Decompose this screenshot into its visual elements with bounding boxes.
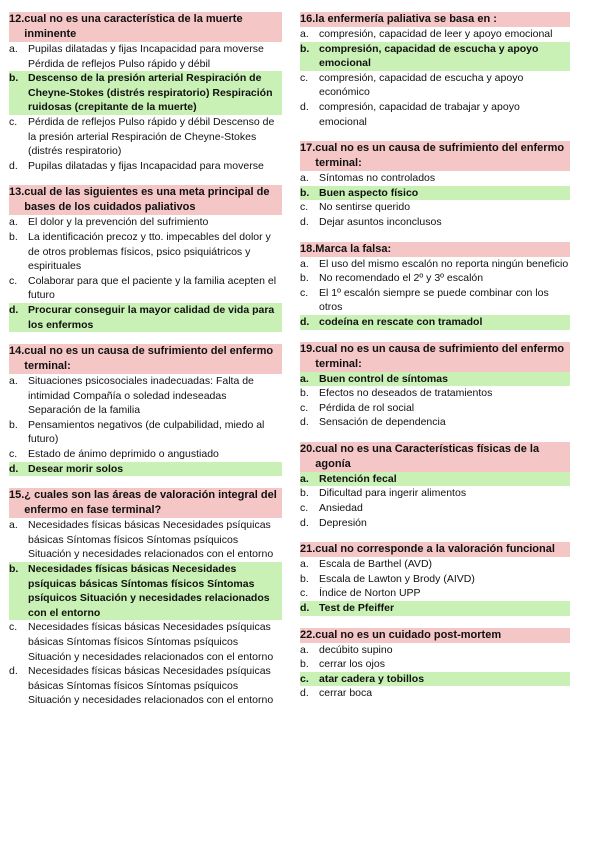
option-d — [300, 415, 570, 430]
option-letter: b. — [300, 572, 309, 585]
option-text: Síntomas no controlados — [319, 172, 436, 185]
question-19 — [300, 342, 570, 430]
option-letter: b. — [300, 42, 319, 71]
option-text: Pupilas dilatadas y fijas Incapacidad para moverse — [28, 159, 264, 172]
option-letter: b. — [300, 487, 309, 500]
question-18 — [300, 242, 570, 330]
question-text: cual no corresponde a la valoración funcional — [315, 542, 570, 557]
option-text: Necesidades físicas básicas Necesidades psíquicas básicas Síntomas físicos Síntomas psíquicos Situación y necesidades relacionados con el entorno — [28, 665, 274, 707]
option-letter: a. — [9, 216, 18, 229]
option-text: Dificultad para ingerir alimentos — [319, 487, 467, 500]
option-d — [300, 100, 570, 129]
option-c — [9, 115, 282, 159]
question-number: 20. — [300, 442, 315, 472]
option-text: Pensamientos negativos (de culpabilidad, miedo al futuro) — [28, 418, 265, 446]
option-text: Descenso de la presión arterial Respiración de Cheyne-Stokes (distrés respiratorio) Respiración ruidosas (crepitante de la muerte) — [28, 71, 282, 115]
option-d — [300, 516, 570, 531]
option-text: compresión, capacidad de escucha y apoyo emocional — [319, 42, 570, 71]
question-17 — [300, 141, 570, 229]
question-number: 15. — [9, 488, 24, 518]
question-text: cual no es un causa de sufrimiento del enfermo terminal: — [24, 344, 282, 374]
option-letter: a. — [300, 28, 309, 40]
option-letter: d. — [9, 159, 18, 172]
question-number: 22. — [300, 628, 316, 641]
option-b-correct — [9, 71, 282, 115]
question-number: 12. — [9, 12, 24, 42]
question-header — [300, 12, 570, 27]
option-letter: d. — [300, 100, 309, 113]
option-letter: b. — [9, 562, 28, 620]
option-text: El 1º escalón siempre se puede combinar con los otros — [319, 286, 549, 314]
question-header — [300, 141, 570, 171]
option-text: Situaciones psicosociales inadecuadas: Falta de intimidad Compañía o soledad indeseadas Separación de la familia — [28, 375, 254, 417]
option-text: Estado de ánimo deprimido o angustiado — [28, 448, 219, 461]
question-number: 13. — [9, 185, 24, 215]
option-text: Necesidades físicas básicas Necesidades psíquicas básicas Síntomas físicos Síntomas psíquicos Situación y necesidades relacionados con el entorno — [28, 562, 282, 620]
option-letter: c. — [9, 274, 18, 287]
question-text: cual de las siguientes es una meta principal de bases de los cuidados paliativos — [24, 185, 282, 215]
question-number: 14. — [9, 344, 24, 374]
option-letter: a. — [300, 172, 309, 185]
option-a — [9, 518, 282, 562]
option-c — [300, 501, 570, 516]
option-letter: d. — [300, 601, 319, 616]
option-d-correct — [300, 601, 570, 616]
question-header — [300, 242, 570, 257]
option-d-correct — [9, 303, 282, 332]
option-c — [300, 586, 570, 601]
option-c-correct — [300, 672, 570, 687]
option-b — [300, 386, 570, 401]
question-15 — [9, 488, 282, 708]
option-letter: c. — [9, 115, 18, 128]
option-letter: c. — [300, 401, 309, 414]
option-letter: b. — [9, 71, 28, 115]
option-d-correct — [300, 315, 570, 330]
option-text: No recomendado el 2º y 3º escalón — [319, 272, 484, 285]
option-letter: d. — [300, 215, 309, 228]
option-a-correct — [300, 472, 570, 487]
option-a-correct — [300, 372, 570, 387]
question-header — [300, 542, 570, 557]
option-text: Test de Pfeiffer — [319, 601, 570, 616]
option-letter: a. — [9, 519, 18, 532]
option-text: Pupilas dilatadas y fijas Incapacidad para moverse Pérdida de reflejos Pulso rápido y débil — [28, 43, 264, 70]
question-text: cual no es un cuidado post-mortem — [315, 628, 570, 643]
option-letter: d. — [9, 303, 28, 332]
option-letter: a. — [9, 375, 18, 388]
left-column — [9, 12, 282, 720]
option-c — [9, 447, 282, 462]
option-letter: b. — [300, 387, 309, 400]
option-letter: d. — [300, 516, 309, 529]
question-header — [300, 628, 570, 643]
option-letter: c. — [300, 502, 309, 515]
option-text: Necesidades físicas básicas Necesidades psíquicas básicas Síntomas físicos Síntomas psíquicos Situación y necesidades relacionados con el entorno — [28, 621, 274, 663]
option-letter: c. — [9, 448, 18, 461]
question-header — [9, 344, 282, 374]
option-c — [300, 71, 570, 100]
option-text: codeína en rescate con tramadol — [319, 315, 570, 330]
option-letter: a. — [300, 472, 319, 487]
question-13 — [9, 185, 282, 332]
option-text: Sensación de dependencia — [319, 416, 446, 429]
option-d — [9, 664, 282, 708]
option-letter: b. — [300, 272, 309, 285]
option-a — [9, 215, 282, 230]
option-letter: b. — [300, 186, 319, 201]
option-letter: c. — [300, 587, 309, 600]
option-letter: d. — [300, 687, 309, 700]
question-text: cual no es una característica de la muerte inminente — [24, 12, 282, 42]
option-a — [300, 643, 570, 658]
option-letter: c. — [300, 71, 309, 84]
question-number: 21. — [300, 543, 316, 556]
option-b — [300, 657, 570, 672]
question-text: ¿ cuales son las áreas de valoración integral del enfermo en fase terminal? — [24, 488, 282, 518]
question-header — [300, 442, 570, 472]
question-text: cual no es una Características físicas de la agonía — [315, 442, 570, 472]
question-14 — [9, 344, 282, 476]
question-number: 16. — [300, 13, 316, 25]
option-a — [300, 557, 570, 572]
option-text: No sentirse querido — [319, 201, 411, 214]
option-c — [9, 274, 282, 303]
question-16 — [300, 12, 570, 129]
option-text: Ansiedad — [319, 502, 363, 515]
option-text: Escala de Lawton y Brody (AIVD) — [319, 572, 475, 585]
option-a — [9, 42, 282, 71]
option-text: Necesidades físicas básicas Necesidades psíquicas básicas Síntomas físicos Síntomas psíquicos Situación y necesidades relacionados con el entorno — [28, 519, 274, 561]
option-b-correct — [300, 42, 570, 71]
option-text: Efectos no deseados de tratamientos — [319, 387, 493, 400]
option-text: compresión, capacidad de leer y apoyo emocional — [319, 28, 553, 40]
option-text: compresión, capacidad de trabajar y apoyo emocional — [319, 100, 520, 128]
option-d — [300, 686, 570, 701]
option-text: Retención fecal — [319, 472, 570, 487]
option-text: Pérdida de rol social — [319, 401, 415, 414]
option-text: Escala de Barthel (AVD) — [319, 558, 433, 571]
right-column — [300, 12, 570, 713]
option-text: Depresión — [319, 516, 367, 529]
option-text: Dejar asuntos inconclusos — [319, 215, 442, 228]
option-letter: d. — [9, 665, 18, 678]
option-text: Buen control de síntomas — [319, 372, 570, 387]
option-text: El uso del mismo escalón no reporta ningún beneficio — [319, 257, 569, 270]
question-20 — [300, 442, 570, 530]
option-text: Índice de Norton UPP — [319, 587, 421, 600]
option-c — [300, 286, 570, 315]
question-text: cual no es un causa de sufrimiento del enfermo terminal: — [315, 342, 570, 372]
option-letter: a. — [300, 257, 309, 270]
question-21 — [300, 542, 570, 615]
option-text: Desear morir solos — [28, 462, 282, 477]
option-letter: b. — [9, 230, 18, 243]
option-letter: d. — [9, 462, 28, 477]
option-letter: c. — [300, 201, 309, 214]
option-d — [300, 215, 570, 230]
option-letter: d. — [300, 416, 309, 429]
option-text: decúbito supino — [319, 643, 393, 656]
option-a — [300, 27, 570, 42]
option-letter: c. — [300, 286, 309, 299]
question-22 — [300, 628, 570, 701]
option-b — [9, 418, 282, 447]
question-header — [9, 185, 282, 215]
option-a — [300, 171, 570, 186]
option-c — [9, 620, 282, 664]
option-letter: d. — [300, 315, 319, 330]
option-d-correct — [9, 462, 282, 477]
option-text: Buen aspecto físico — [319, 186, 570, 201]
option-letter: b. — [300, 658, 309, 671]
question-12 — [9, 12, 282, 173]
option-text: El dolor y la prevención del sufrimiento — [28, 216, 209, 229]
question-text: cual no es un causa de sufrimiento del enfermo terminal: — [315, 141, 570, 171]
option-text: compresión, capacidad de escucha y apoyo económico — [319, 71, 524, 99]
option-c — [300, 200, 570, 215]
question-text: Marca la falsa: — [315, 242, 570, 257]
option-letter: a. — [9, 43, 18, 55]
option-text: Colaborar para que el paciente y la familia acepten el futuro — [28, 274, 277, 302]
option-letter: c. — [300, 672, 319, 687]
option-letter: b. — [9, 418, 18, 431]
option-d — [9, 159, 282, 174]
option-a — [300, 257, 570, 272]
question-header — [9, 12, 282, 42]
option-text: cerrar boca — [319, 687, 373, 700]
option-b-correct — [9, 562, 282, 620]
question-number: 19. — [300, 342, 315, 372]
question-number: 17. — [300, 141, 315, 171]
option-letter: a. — [300, 372, 319, 387]
option-text: Pérdida de reflejos Pulso rápido y débil Descenso de la presión arterial Respiración de Cheyne-Stokes (distrés respiratorio) — [28, 115, 275, 158]
option-a — [9, 374, 282, 418]
option-b — [9, 230, 282, 274]
option-text: Procurar conseguir la mayor calidad de vida para los enfermos — [28, 303, 282, 332]
option-b — [300, 486, 570, 501]
question-header — [300, 342, 570, 372]
option-letter: a. — [300, 643, 309, 656]
option-text: cerrar los ojos — [319, 658, 385, 671]
option-letter: a. — [300, 558, 309, 571]
option-letter: c. — [9, 621, 18, 634]
question-number: 18. — [300, 242, 316, 255]
question-header — [9, 488, 282, 518]
option-text: atar cadera y tobillos — [319, 672, 570, 687]
option-b-correct — [300, 186, 570, 201]
option-b — [300, 572, 570, 587]
option-b — [300, 271, 570, 286]
question-text: la enfermería paliativa se basa en : — [315, 12, 570, 27]
option-c — [300, 401, 570, 416]
option-text: La identificación precoz y tto. impecables del dolor y de otros problemas físicos, psico psiquiátricos y espirituales — [28, 230, 271, 273]
